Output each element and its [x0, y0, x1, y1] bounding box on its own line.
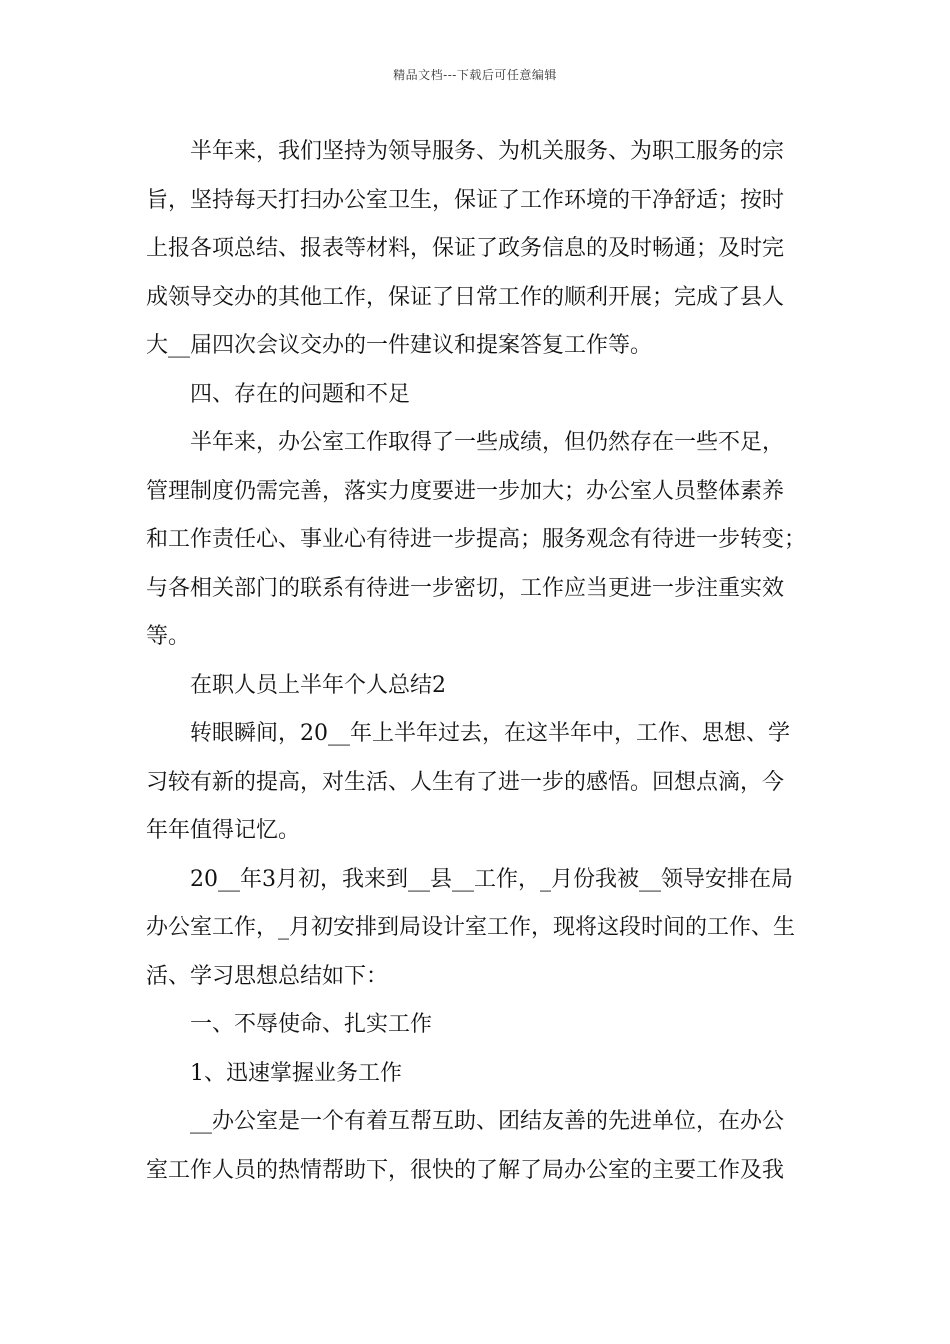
text-line: 活、学习思想总结如下：	[146, 963, 389, 989]
text-line: 年年值得记忆。	[146, 818, 301, 843]
text-line: 等。	[146, 624, 191, 649]
text-line: __办公室是一个有着互帮互助、团结友善的先进单位，在办公	[190, 1109, 785, 1134]
text-line: 成领导交办的其他工作，保证了日常工作的顺利开展；完成了县人	[146, 284, 785, 310]
text-line: 与各相关部门的联系有待进一步密切，工作应当更进一步注重实效	[146, 575, 785, 601]
text-line: 和工作责任心、事业心有待进一步提高；服务观念有待进一步转变；	[146, 527, 807, 552]
text-line: 1、迅速掌握业务工作	[190, 1060, 402, 1086]
page-header: 精品文档---下载后可任意编辑	[393, 68, 557, 82]
text-line: 四、存在的问题和不足	[190, 381, 411, 407]
subsection-heading	[146, 1050, 836, 1099]
text-line: 20__年3月初，我来到__县__工作，_月份我被__领导安排在局	[190, 866, 793, 892]
paragraph	[146, 856, 836, 1002]
text-line: 半年来，办公室工作取得了一些成绩，但仍然存在一些不足，	[190, 430, 785, 455]
text-line: 一、不辱使命、扎实工作	[190, 1012, 433, 1037]
text-line: 习较有新的提高，对生活、人生有了进一步的感悟。回想点滴，今	[146, 769, 785, 795]
text-line: 大__届四次会议交办的一件建议和提案答复工作等。	[146, 333, 653, 358]
document-body	[146, 128, 836, 1195]
text-line: 半年来，我们坚持为领导服务、为机关服务、为职工服务的宗	[190, 139, 785, 164]
text-line: 管理制度仍需完善，落实力度要进一步加大；办公室人员整体素养	[146, 478, 785, 504]
paragraph	[146, 710, 836, 856]
section-heading	[146, 1001, 836, 1050]
text-line: 旨，坚持每天打扫办公室卫生，保证了工作环境的干净舒适；按时	[146, 187, 785, 213]
text-line: 办公室工作，_月初安排到局设计室工作，现将这段时间的工作、生	[146, 915, 796, 940]
paragraph	[146, 1098, 836, 1195]
paragraph	[146, 128, 836, 371]
document-title	[146, 662, 836, 711]
text-line: 室工作人员的热情帮助下，很快的了解了局办公室的主要工作及我	[146, 1157, 785, 1183]
text-line: 在职人员上半年个人总结2	[190, 672, 446, 698]
paragraph	[146, 419, 836, 662]
section-heading	[146, 371, 836, 420]
text-line: 上报各项总结、报表等材料，保证了政务信息的及时畅通；及时完	[146, 236, 785, 261]
text-line: 转眼瞬间，20__年上半年过去，在这半年中，工作、思想、学	[190, 721, 790, 746]
